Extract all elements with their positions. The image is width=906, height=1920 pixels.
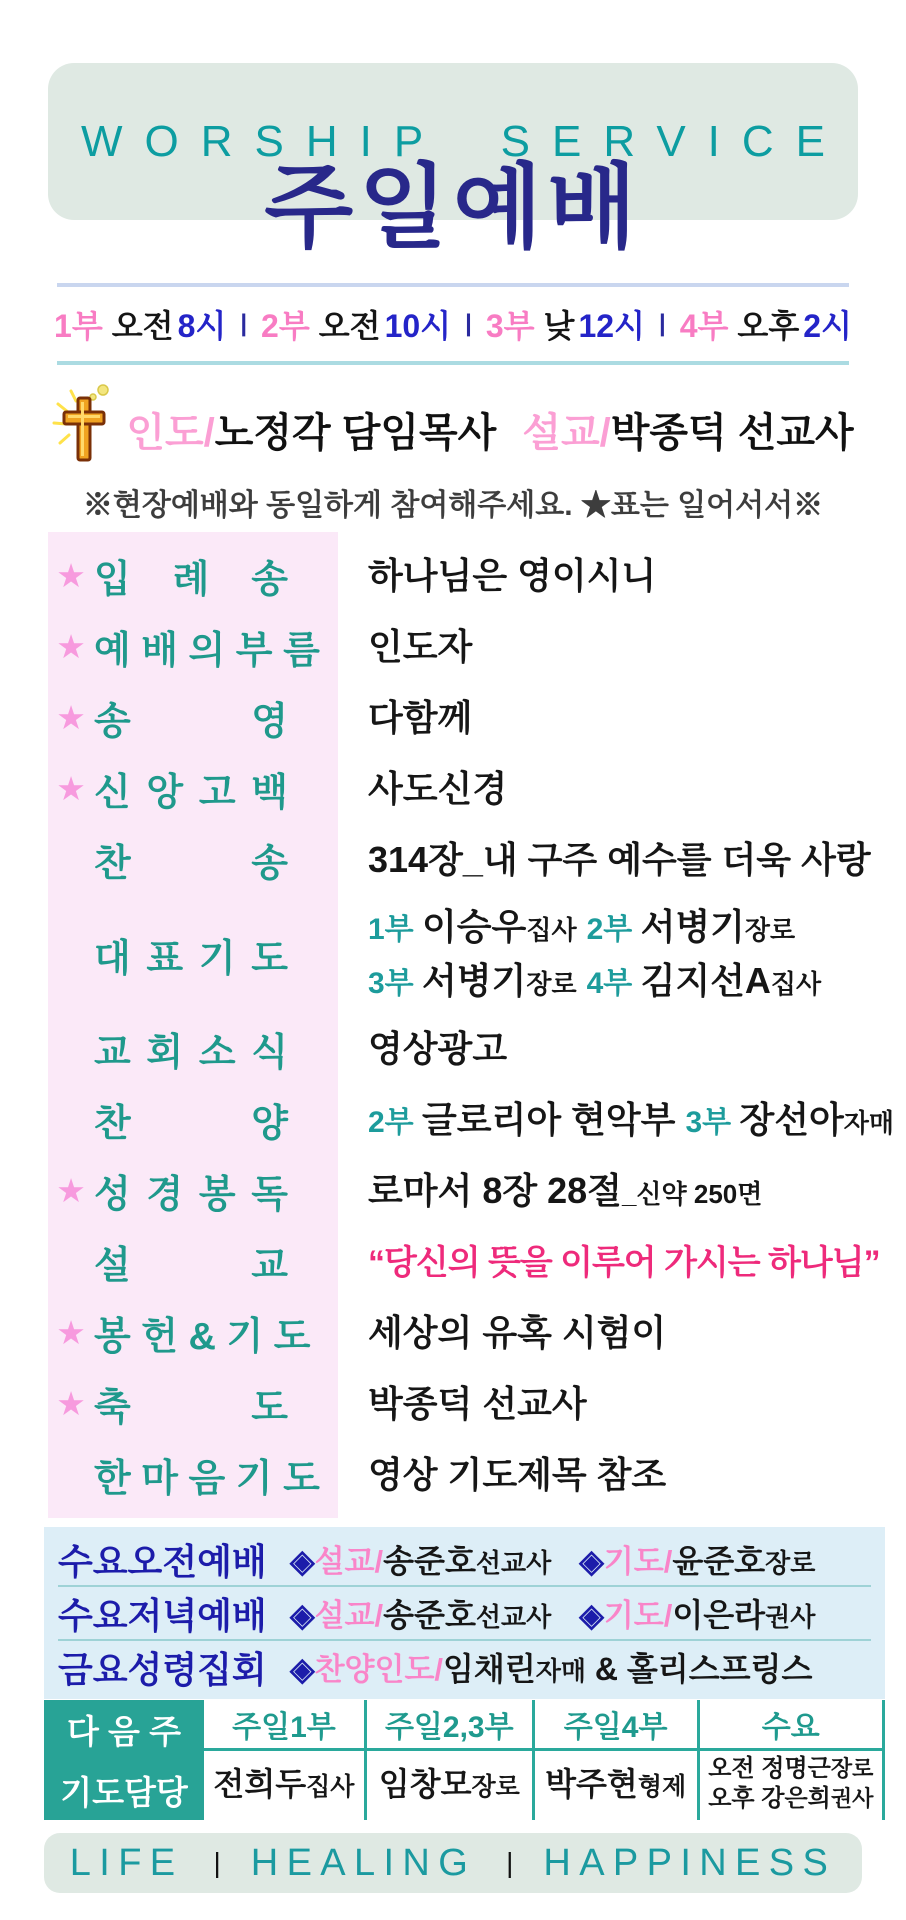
service-part: 3부 bbox=[485, 308, 535, 344]
lead-label: 인도/ bbox=[126, 410, 215, 455]
service-part: 2부 bbox=[261, 308, 310, 344]
order-value: 2부 글로리아 현악부 3부 장선아자매 bbox=[368, 1098, 894, 1140]
order-label: 입 례 송 bbox=[94, 559, 288, 601]
order-label: 봉 헌 & 기 도 bbox=[94, 1316, 311, 1358]
standing-star-icon: ★ bbox=[56, 770, 86, 807]
standing-star-icon: ★ bbox=[56, 1314, 86, 1351]
order-of-worship-list bbox=[48, 540, 894, 1510]
next-week-label-2: 기도담당 bbox=[60, 1774, 188, 1811]
service-time: 12시 bbox=[578, 308, 645, 344]
service-times bbox=[0, 294, 906, 354]
banner-text: WORSHIP SERVICE bbox=[80, 116, 848, 166]
order-row bbox=[48, 1084, 894, 1155]
service-time: 8시 bbox=[177, 308, 227, 344]
order-value: 314장_내 구주 예수를 더욱 사랑 bbox=[368, 838, 871, 880]
order-value: 영상광고 bbox=[368, 1027, 508, 1069]
service-period: 낮 bbox=[543, 308, 575, 344]
order-label: 찬 송 bbox=[94, 843, 288, 885]
service-time: 10시 bbox=[384, 308, 452, 344]
service-period: 오전 bbox=[318, 308, 381, 344]
next-week-header-cell bbox=[44, 1700, 204, 1820]
order-value: “당신의 뜻을 이루어 가시는 하나님” bbox=[368, 1243, 880, 1282]
order-label: 축 도 bbox=[94, 1387, 288, 1429]
times-separator: | bbox=[240, 310, 248, 337]
table-column-header: 주일1부 bbox=[232, 1711, 336, 1744]
order-row bbox=[48, 895, 860, 1013]
table-column-header: 주일2,3부 bbox=[384, 1711, 514, 1744]
motto-bar bbox=[44, 1833, 862, 1893]
order-value: 로마서 8장 28절_신약 250면 bbox=[368, 1169, 763, 1211]
midweek-row bbox=[58, 1534, 871, 1584]
service-part: 4부 bbox=[679, 308, 729, 344]
order-row bbox=[48, 1439, 860, 1510]
page-title: 주일예배 bbox=[264, 157, 642, 259]
order-label: 찬 양 bbox=[94, 1103, 288, 1145]
cross-icon bbox=[52, 382, 116, 476]
order-value: 하나님은 영이시니 bbox=[368, 554, 657, 596]
midweek-services bbox=[44, 1527, 885, 1699]
next-week-label-1: 다 음 주 bbox=[67, 1713, 181, 1750]
midweek-row bbox=[58, 1588, 871, 1638]
order-label: 예 배 의 부 름 bbox=[94, 630, 320, 672]
order-row bbox=[48, 611, 860, 682]
order-row bbox=[48, 753, 860, 824]
order-value: 1부 이승우집사 2부 서병기장로 3부 서병기장로 4부 김지선A집사 bbox=[368, 906, 822, 1001]
order-value: 박종덕 선교사 bbox=[368, 1382, 587, 1424]
order-label: 송 영 bbox=[94, 701, 288, 743]
service-part: 1부 bbox=[54, 308, 103, 344]
motto-word: LIFE bbox=[69, 1841, 184, 1884]
midweek-details: ◈설교/송준호선교사 ◈기도/윤준호장로 bbox=[290, 1543, 816, 1579]
table-column bbox=[697, 1700, 885, 1820]
order-label: 대 표 기 도 bbox=[94, 937, 288, 980]
standing-star-icon: ★ bbox=[56, 557, 86, 594]
table-cell: 임창모장로 bbox=[378, 1766, 520, 1802]
participation-notice: ※현장예배와 동일하게 참여해주세요. ★표는 일어서서※ bbox=[82, 489, 824, 522]
order-value: 세상의 유혹 시험이 bbox=[368, 1311, 667, 1353]
standing-star-icon: ★ bbox=[56, 1172, 86, 1209]
table-column-header: 수요 bbox=[761, 1711, 820, 1744]
order-row bbox=[48, 824, 871, 895]
lead-name: 노정각 담임목사 bbox=[214, 410, 497, 455]
divider-under-title bbox=[57, 283, 849, 287]
table-cell: 박주현형제 bbox=[545, 1766, 687, 1802]
order-value: 영상 기도제목 참조 bbox=[368, 1453, 667, 1495]
order-row bbox=[48, 682, 860, 753]
service-period: 오후 bbox=[737, 308, 800, 344]
table-column-header: 주일4부 bbox=[563, 1711, 668, 1744]
service-period: 오전 bbox=[111, 308, 174, 344]
midweek-details: ◈설교/송준호선교사 ◈기도/이은라권사 bbox=[290, 1597, 816, 1633]
sermon-label: 설교/ bbox=[522, 410, 611, 455]
times-separator: | bbox=[465, 310, 472, 337]
service-time: 2시 bbox=[803, 308, 852, 344]
order-value: 인도자 bbox=[368, 625, 473, 667]
next-week-table bbox=[44, 1700, 885, 1820]
standing-star-icon: ★ bbox=[56, 628, 86, 665]
order-row bbox=[48, 1226, 880, 1297]
order-row bbox=[48, 1297, 860, 1368]
motto-separator: | bbox=[506, 1847, 514, 1878]
standing-star-icon: ★ bbox=[56, 1385, 86, 1422]
motto-word: HEALING bbox=[250, 1841, 477, 1884]
leaders-row bbox=[0, 380, 906, 478]
order-row bbox=[48, 540, 860, 611]
order-row bbox=[48, 1155, 860, 1226]
standing-star-icon: ★ bbox=[56, 699, 86, 736]
midweek-title: 수요오전예배 bbox=[58, 1540, 267, 1582]
order-label: 신 앙 고 백 bbox=[94, 772, 288, 814]
midweek-title: 금요성령집회 bbox=[58, 1648, 267, 1690]
sermon-name: 박종덕 선교사 bbox=[610, 410, 854, 455]
order-label: 성 경 봉 독 bbox=[94, 1174, 288, 1216]
midweek-row bbox=[58, 1642, 871, 1692]
times-separator: | bbox=[658, 310, 666, 337]
table-header-underline bbox=[204, 1748, 885, 1751]
table-column bbox=[204, 1700, 364, 1820]
motto-separator: | bbox=[213, 1847, 221, 1878]
order-row bbox=[48, 1368, 860, 1439]
motto-word: HAPPINESS bbox=[543, 1841, 837, 1884]
divider-under-times bbox=[57, 361, 849, 365]
table-cell: 전희두집사 bbox=[213, 1766, 355, 1802]
order-value: 사도신경 bbox=[368, 767, 508, 809]
midweek-title: 수요저녁예배 bbox=[58, 1594, 267, 1636]
order-label: 한 마 음 기 도 bbox=[94, 1458, 320, 1500]
order-value: 다함께 bbox=[368, 696, 473, 738]
order-label: 교 회 소 식 bbox=[94, 1032, 288, 1074]
order-row bbox=[48, 1013, 860, 1084]
order-label: 설 교 bbox=[94, 1245, 288, 1287]
midweek-details: ◈찬양인도/임채린자매 & 홀리스프링스 bbox=[290, 1651, 813, 1687]
table-column bbox=[532, 1700, 697, 1820]
table-column bbox=[364, 1700, 532, 1820]
next-week-columns bbox=[204, 1700, 885, 1820]
table-cell: 오전 정명근장로 오후 강은희권사 bbox=[708, 1755, 874, 1812]
